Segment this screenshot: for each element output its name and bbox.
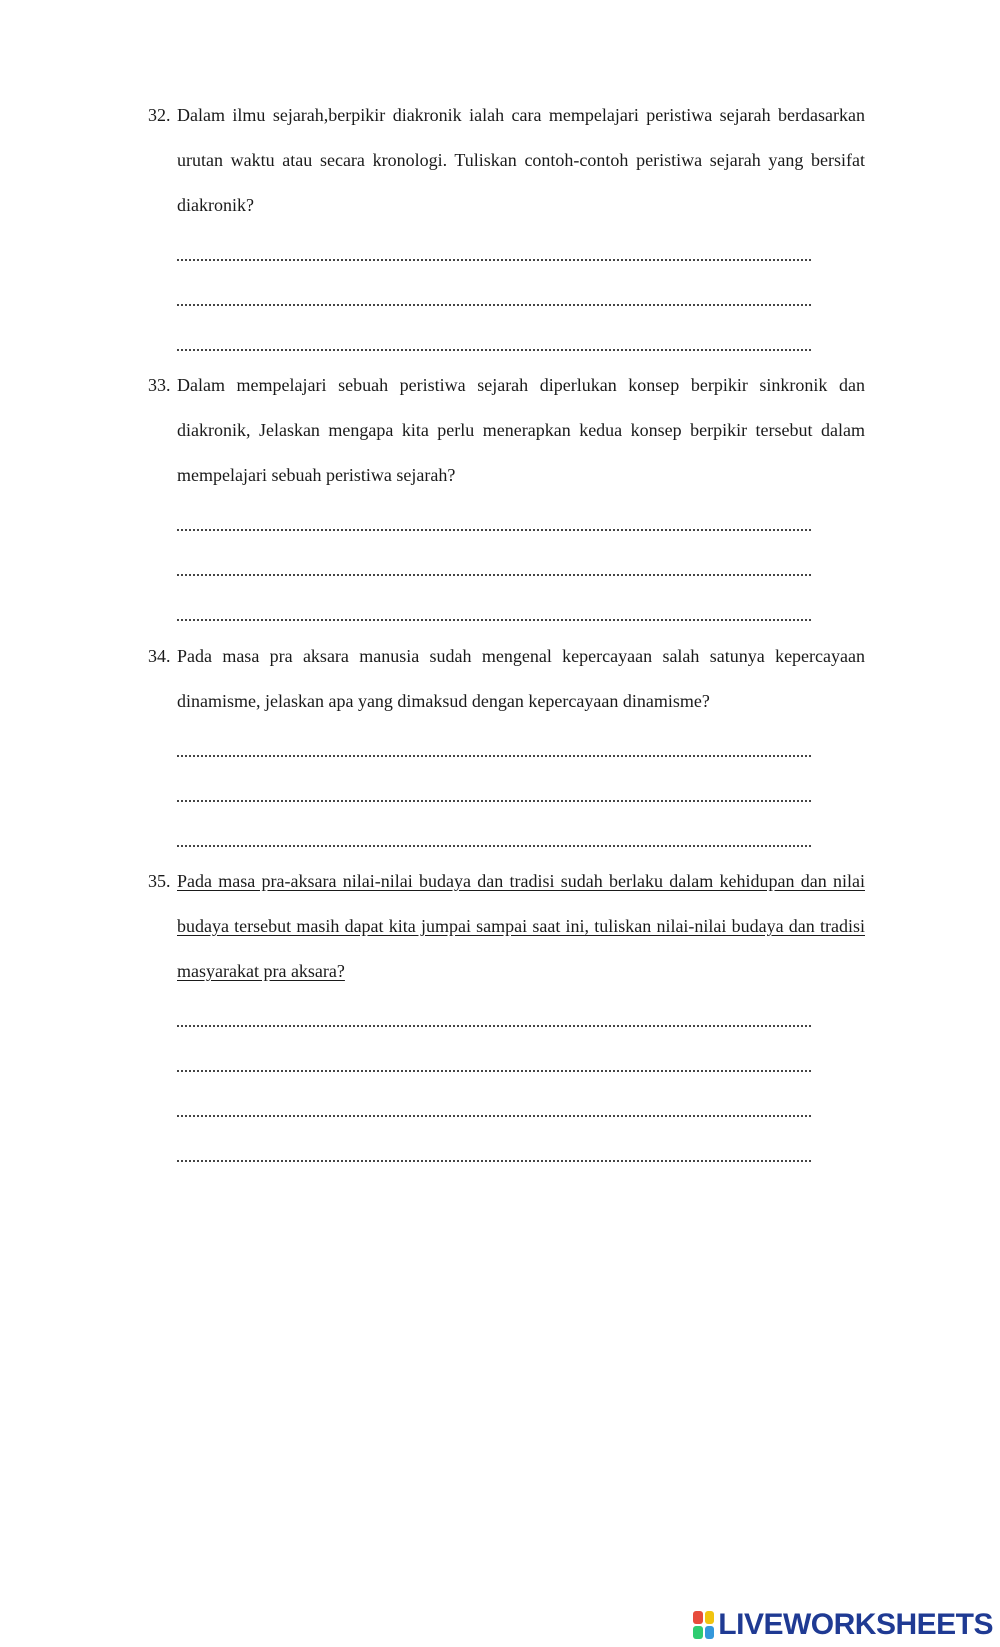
answer-line[interactable] xyxy=(177,814,811,859)
question-34 xyxy=(148,634,865,859)
logo-square-yellow xyxy=(705,1611,715,1624)
answer-line[interactable] xyxy=(177,273,811,318)
question-number: 34. xyxy=(148,646,171,666)
question-number: 32. xyxy=(148,105,171,125)
question-32 xyxy=(148,93,865,363)
question-text: Pada masa pra-aksara nilai-nilai budaya dan tradisi sudah berlaku dalam kehidupan dan nilai budaya tersebut masih dapat kita jumpai sampai saat ini, tuliskan nilai-nilai budaya dan tradisi masyarakat pra aksara? xyxy=(177,871,865,981)
brand-name: LIVEWORKSHEETS xyxy=(718,1608,993,1641)
logo-square-green xyxy=(693,1626,703,1639)
logo-square-blue xyxy=(705,1626,715,1639)
question-text: Dalam ilmu sejarah,berpikir diakronik ialah cara mempelajari peristiwa sejarah berdasarkan urutan waktu atau secara kronologi. Tuliskan contoh-contoh peristiwa sejarah yang bersifat diakronik? xyxy=(177,105,865,215)
question-35 xyxy=(148,859,865,1174)
answer-line[interactable] xyxy=(177,588,811,633)
answer-line[interactable] xyxy=(177,1039,811,1084)
answer-line[interactable] xyxy=(177,769,811,814)
answer-line[interactable] xyxy=(177,1129,811,1174)
question-text: Dalam mempelajari sebuah peristiwa sejarah diperlukan konsep berpikir sinkronik dan diakronik, Jelaskan mengapa kita perlu menerapkan kedua konsep berpikir tersebut dalam mempelajari sebuah peristiwa sejarah? xyxy=(177,375,865,485)
answer-line[interactable] xyxy=(177,318,811,363)
answer-line[interactable] xyxy=(177,543,811,588)
question-33 xyxy=(148,363,865,633)
question-number: 35. xyxy=(148,871,171,891)
answer-line[interactable] xyxy=(177,498,811,543)
answer-line[interactable] xyxy=(177,724,811,769)
liveworksheets-logo xyxy=(693,1608,993,1642)
answer-line[interactable] xyxy=(177,1084,811,1129)
logo-square-red xyxy=(693,1611,703,1624)
question-number: 33. xyxy=(148,375,171,395)
question-text: Pada masa pra aksara manusia sudah mengenal kepercayaan salah satunya kepercayaan dinamisme, jelaskan apa yang dimaksud dengan kepercayaan dinamisme? xyxy=(177,646,865,711)
liveworksheets-icon xyxy=(693,1611,714,1639)
answer-line[interactable] xyxy=(177,994,811,1039)
answer-line[interactable] xyxy=(177,228,811,273)
